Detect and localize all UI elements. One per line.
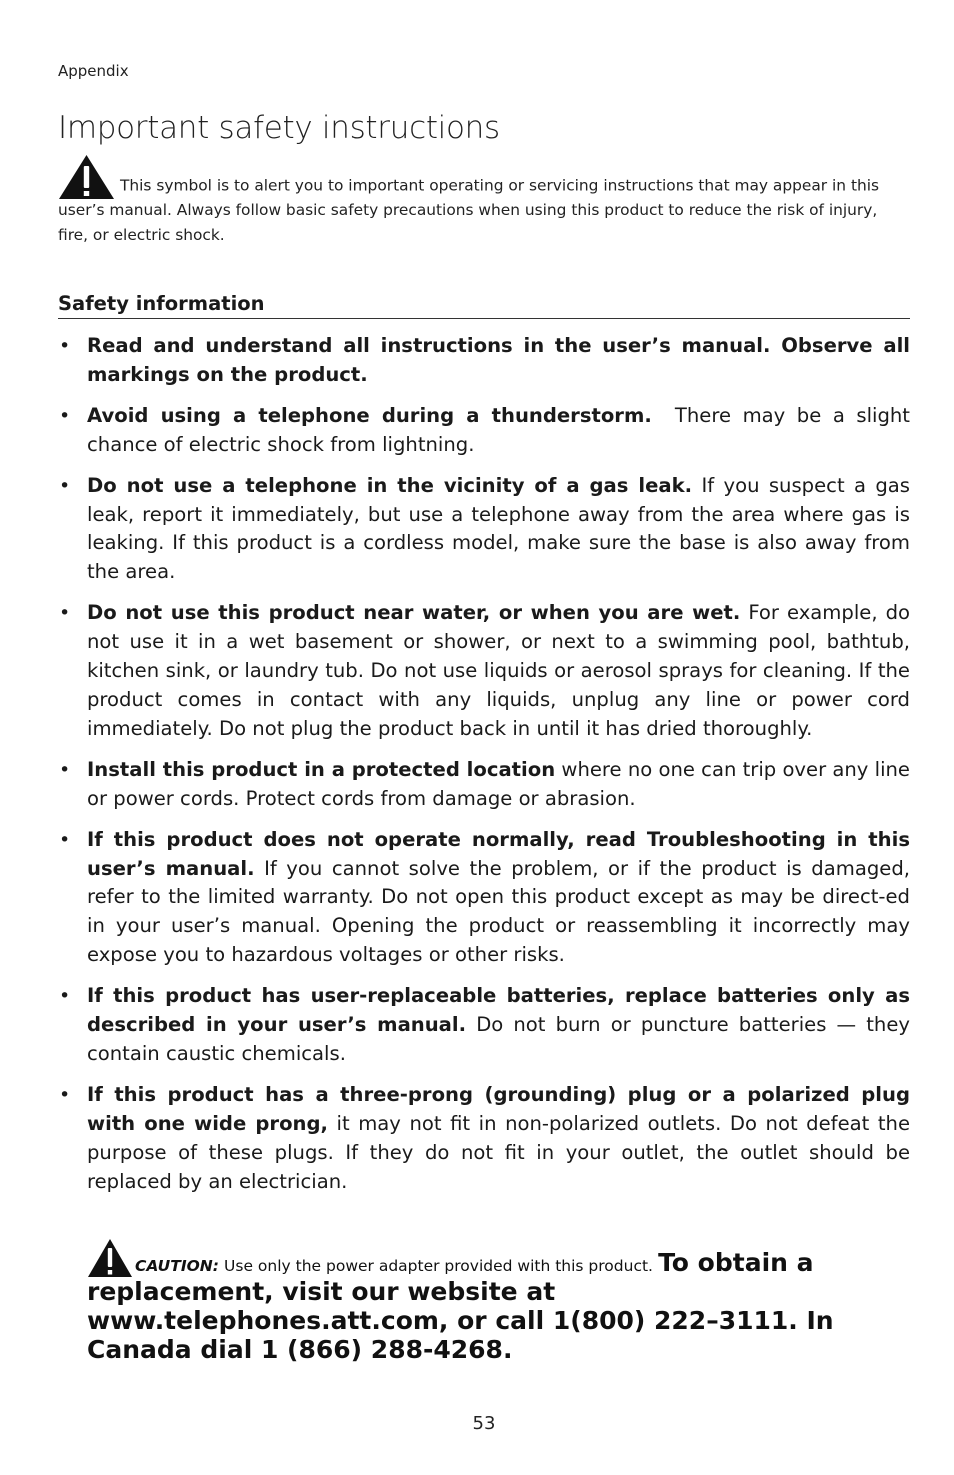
item-bold: Install this product in a protected location xyxy=(87,757,556,781)
page-title: Important safety instructions xyxy=(58,110,500,146)
warning-triangle-icon xyxy=(58,154,115,200)
item-text: Do not burn or puncture batteries — they contain caustic chemicals. xyxy=(87,1013,910,1065)
bullet-icon: • xyxy=(59,404,71,427)
bullet-icon: • xyxy=(59,828,71,851)
bullet-icon: • xyxy=(59,602,71,625)
item-bold: Do not use this product near water, or when you are wet. xyxy=(87,601,741,625)
safety-list xyxy=(58,332,910,1208)
page-number: 53 xyxy=(472,1413,496,1434)
list-item xyxy=(58,982,910,1069)
item-text: If you suspect a gas leak, report it immediately, but use a telephone away from the area where gas is leaking. If this product is a cordless model, make sure the base is also away from the area. xyxy=(87,473,910,584)
caution-emphasis: To obtain a replacement, visit our website at www.telephones.att.com, or call 1(800) 222–3111. In Canada dial 1 (866) 288-4268. xyxy=(87,1248,834,1364)
caution-text: Use only the power adapter provided with this product. xyxy=(224,1257,653,1275)
list-item xyxy=(58,402,910,460)
list-item xyxy=(58,332,910,390)
item-text: it may not fit in non-polarized outlets. Do not defeat the purpose of these plugs. If they do not fit in your outlet, the outlet should be replaced by an electrician. xyxy=(87,1111,911,1193)
bullet-icon: • xyxy=(59,985,71,1008)
item-text: where no one can trip over any line or power cords. Protect cords from damage or abrasion. xyxy=(87,757,910,810)
list-item xyxy=(58,756,910,814)
bullet-icon: • xyxy=(59,1083,71,1106)
list-item xyxy=(58,472,910,588)
item-bold: Do not use a telephone in the vicinity of a gas leak. xyxy=(87,473,693,497)
item-bold: Read and understand all instructions in the user’s manual. Observe all markings on the product. xyxy=(87,334,910,386)
list-item xyxy=(58,1081,910,1197)
section-label: Appendix xyxy=(58,62,129,80)
list-item xyxy=(58,599,910,744)
caution-label: CAUTION: xyxy=(135,1257,219,1275)
item-bold: Avoid using a telephone during a thunderstorm. xyxy=(87,403,652,427)
item-bold: If this product has a three-prong (grounding) plug or a polarized plug with one wide prong, xyxy=(87,1082,910,1135)
bullet-icon: • xyxy=(59,758,71,781)
warning-triangle-icon xyxy=(87,1238,133,1278)
safety-information-heading: Safety information xyxy=(58,292,910,319)
bullet-icon: • xyxy=(59,474,71,497)
item-bold: If this product has user-replaceable batteries, replace batteries only as described in your user’s manual. xyxy=(87,984,910,1037)
item-bold: If this product does not operate normally, read Troubleshooting in this user’s manual. xyxy=(87,827,910,880)
list-item xyxy=(58,826,910,971)
bullet-icon: • xyxy=(59,335,71,357)
intro-text: This symbol is to alert you to important operating or servicing instructions that may appear in this user’s manual. Always follow basic safety precautions when using this product to reduce the risk of injury, fire, or electric shock. xyxy=(58,176,880,244)
item-text: If you cannot solve the problem, or if the product is damaged, refer to the limited warranty. Do not open this product except as may be direct-ed in your user’s manual. Opening the product or reassembling it incorrectly may expose you to hazardous voltages or other risks. xyxy=(87,856,910,967)
item-text: For example, do not use it in a wet basement or shower, or next to a swimming pool, bathtub, kitchen sink, or laundry tub. Do not use liquids or aerosol sprays for cleaning. If the product comes in contact with any liquids, unplug any line or power cord immediately. Do not plug the product back in until it has dried thoroughly. xyxy=(87,601,910,740)
item-text: There may be a slight chance of electric shock from lightning. xyxy=(87,403,910,456)
caution-block xyxy=(87,1237,910,1364)
intro-paragraph xyxy=(58,152,910,247)
